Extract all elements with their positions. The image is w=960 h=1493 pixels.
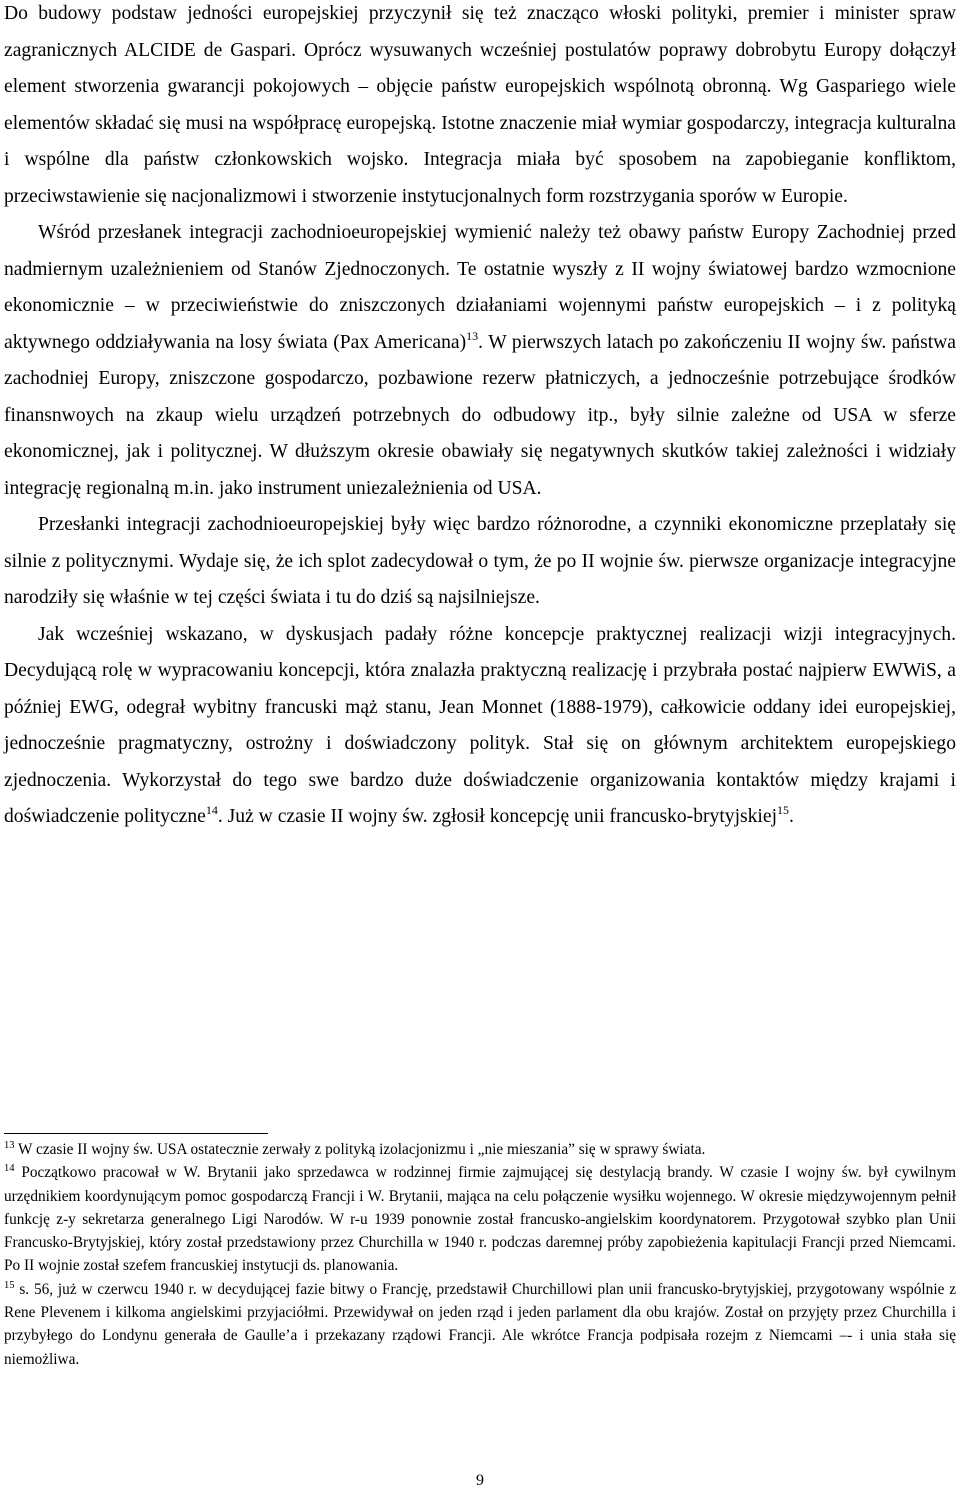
footnote-text: s. 56, już w czerwcu 1940 r. w decydującej fazie bitwy o Francję, przedstawił Churchillowi plan unii francusko-brytyjskiej, przygotowany wspólnie z Rene Plevenem i kilkoma angielskimi przyjaciółmi. Przewidywał on jeden rząd i jeden parlament dla obu krajów. Został on przyjęty przez Churchilla i przybyłego do Londynu generała de Gaulle’a i przekazany rządowi Francji. Ale wkrótce Francja podpisała rozejm z Niemcami –- i unia stała się niemożliwa.: [4, 1280, 956, 1368]
footnote-ref-13[interactable]: 13: [466, 328, 479, 343]
paragraph-premises-usa: Wśród przesłanek integracji zachodnioeuropejskiej wymienić należy też obawy państw Europy Zachodniej przed nadmiernym uzależnieniem od Stanów Zjednoczonych. Te ostatnie wyszły z II wojny światowej bardzo wzmocnione ekonomicznie – w przeciwieństwie do zniszczonych działaniami wojennymi państw europejskich – i z polityką aktywnego oddziaływania na losy świata (Pax Americana)$^{13}$. W pierwszych latach po zakończeniu II wojny św. państwa zachodniej Europy, zniszczone gospodarczo, pozbawione rezerw płatniczych, a jednocześnie potrzebujące środków finansnwoych na zkaup wielu urządzeń potrzebnych do odbudowy itp., były silnie zależne od USA w sferze ekonomicznej, jak i politycznej. W dłuższym okresie obawiały się negatywnych skutków takiej zależności i widziały integrację regionalną m.in. jako instrument uniezależnienia od USA.: [4, 222, 956, 499]
footnote-13: [4, 1138, 956, 1161]
footnote-15: [4, 1278, 956, 1371]
footnote-number: 13: [4, 1140, 15, 1151]
paragraph-gaspari: Do budowy podstaw jedności europejskiej przyczynił się też znacząco włoski polityki, premier i minister spraw zagranicznych ALCIDE de Gaspari. Oprócz wysuwanych wcześniej postulatów poprawy dobrobytu Europy dołączył element stworzenia gwarancji pokojowych – objęcie państw europejskich wspólnotą obronną. Wg Gaspariego wiele elementów składać się musi na współpracę europejską. Istotne znaczenie miał wymiar gospodarczy, integracja kulturalna i wspólne dla państw członkowskich wojsko. Integracja miała być sposobem na zapobieganie konfliktom, przeciwstawienie się nacjonalizmowi i stworzenie instytucjonalnych form rozstrzygania sporów w Europie.: [4, 3, 956, 207]
footnotes: [4, 1138, 956, 1371]
paragraph-premises-summary: Przesłanki integracji zachodnioeuropejskiej były więc bardzo różnorodne, a czynniki ekonomiczne przeplatały się silnie z politycznymi. Wydaje się, że ich splot zadecydował o tym, że po II wojnie św. pierwsze organizacje integracyjne narodziły się właśnie w tej części świata i tu do dziś są najsilniejsze.: [4, 514, 956, 608]
footnote-ref-14[interactable]: 14: [205, 803, 218, 817]
footnote-number: 14: [4, 1163, 15, 1175]
paragraph-monnet: Jak wcześniej wskazano, w dyskusjach padały różne koncepcje praktycznej realizacji wizji integracyjnych. Decydującą rolę w wypracowaniu koncepcji, która znalazła praktyczną realizację i przybrała postać najpierw EWWiS, a później EWG, odegrał wybitny francuski mąż stanu, Jean Monnet (1888-1979), całkowicie oddany idei europejskiej, jednocześnie pragmatyczny, ostrożny i doświadczony polityk. Stał się on głównym architektem europejskiego zjednoczenia. Wykorzystał do tego swe bardzo duże doświadczenie organizowania kontaktów między krajami i doświadczenie polityczne$^{14}$. Już w czasie II wojny św. zgłosił koncepcję unii francusko-brytyjskiej$^{15}$.: [4, 623, 956, 827]
footnote-text: W czasie II wojny św. USA ostatecznie zerwały z polityką izolacjonizmu i „nie mieszania” się w sprawy świata.: [14, 1141, 706, 1158]
footnote-text: Początkowo pracował w W. Brytanii jako sprzedawca w rodzinnej firmie zajmującej się destylacją brandy. W czasie I wojny św. był cywilnym urzędnikiem koordynującym pomoc gospodarczą Francji i W. Brytanii, mająca na celu połączenie wysiłku wojennego. W okresie międzywojennym pełnił funkcję z-y sekretarza generalnego Ligi Narodów. W r-u 1939 ponownie został francusko-angielskim koordynatorem. Przygotował szybko plan Unii Francusko-Brytyjskiej, który został przedstawiony przez Churchilla w 1940 r. podczas daremnej próby zapobieżenia kapitulacji Francji przed Niemcami. Po II wojnie został szefem francuskiej instytucji ds. planowania.: [4, 1164, 956, 1275]
footnote-14: [4, 1161, 956, 1277]
footnote-ref-15[interactable]: 15: [777, 803, 790, 817]
footnote-number: 15: [4, 1279, 15, 1291]
main-text: [4, 0, 956, 836]
page-number: 9: [476, 1472, 484, 1489]
footnote-separator: [4, 1133, 268, 1134]
